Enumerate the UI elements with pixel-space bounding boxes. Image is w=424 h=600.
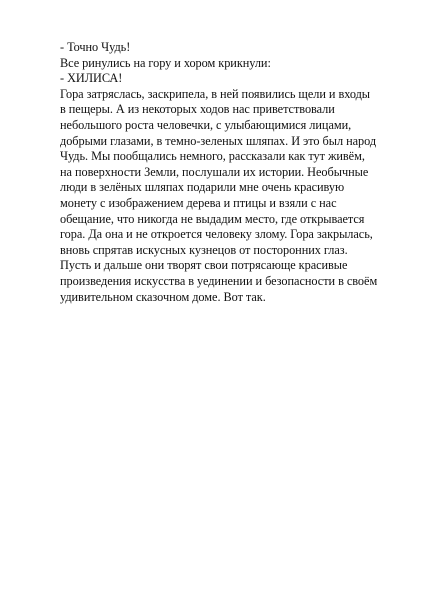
text-line-dialogue: - ХИЛИСА! bbox=[60, 71, 123, 86]
text-line-dialogue: - Точно Чудь! bbox=[60, 40, 131, 54]
text-line: удивительном сказочном доме. Вот так. bbox=[60, 289, 266, 304]
text-line: добрыми глазами, в темно-зеленых шляпах. И это был народ bbox=[60, 133, 377, 148]
text-line: обещание, что никогда не выдадим место, где открывается bbox=[60, 211, 365, 226]
text-line: вновь спрятав искусных кузнецов от посторонних глаз. bbox=[60, 242, 348, 257]
text-line: произведения искусства в уединении и безопасности в своём bbox=[60, 273, 378, 288]
text-line: гора. Да она и не откроется человеку злому. Гора закрылась, bbox=[60, 227, 373, 242]
text-line: Пусть и дальше они творят свои потрясающе красивые bbox=[60, 258, 348, 273]
text-line: Чудь. Мы пообщались немного, рассказали как тут живём, bbox=[60, 149, 365, 164]
text-line: в пещеры. А из некоторых ходов нас приветствовали bbox=[60, 102, 335, 117]
text-line: Все ринулись на гору и хором крикнули: bbox=[60, 55, 271, 70]
text-line: люди в зелёных шляпах подарили мне очень красивую bbox=[60, 180, 345, 195]
text-line: небольшого роста человечки, с улыбающимися лицами, bbox=[60, 117, 352, 132]
story-text bbox=[60, 40, 406, 305]
text-line: на поверхности Земли, послушали их истории. Необычные bbox=[60, 164, 369, 179]
text-line: монету с изображением дерева и птицы и взяли с нас bbox=[60, 195, 337, 210]
text-line: Гора затряслась, заскрипела, в ней появились щели и входы bbox=[60, 86, 371, 101]
